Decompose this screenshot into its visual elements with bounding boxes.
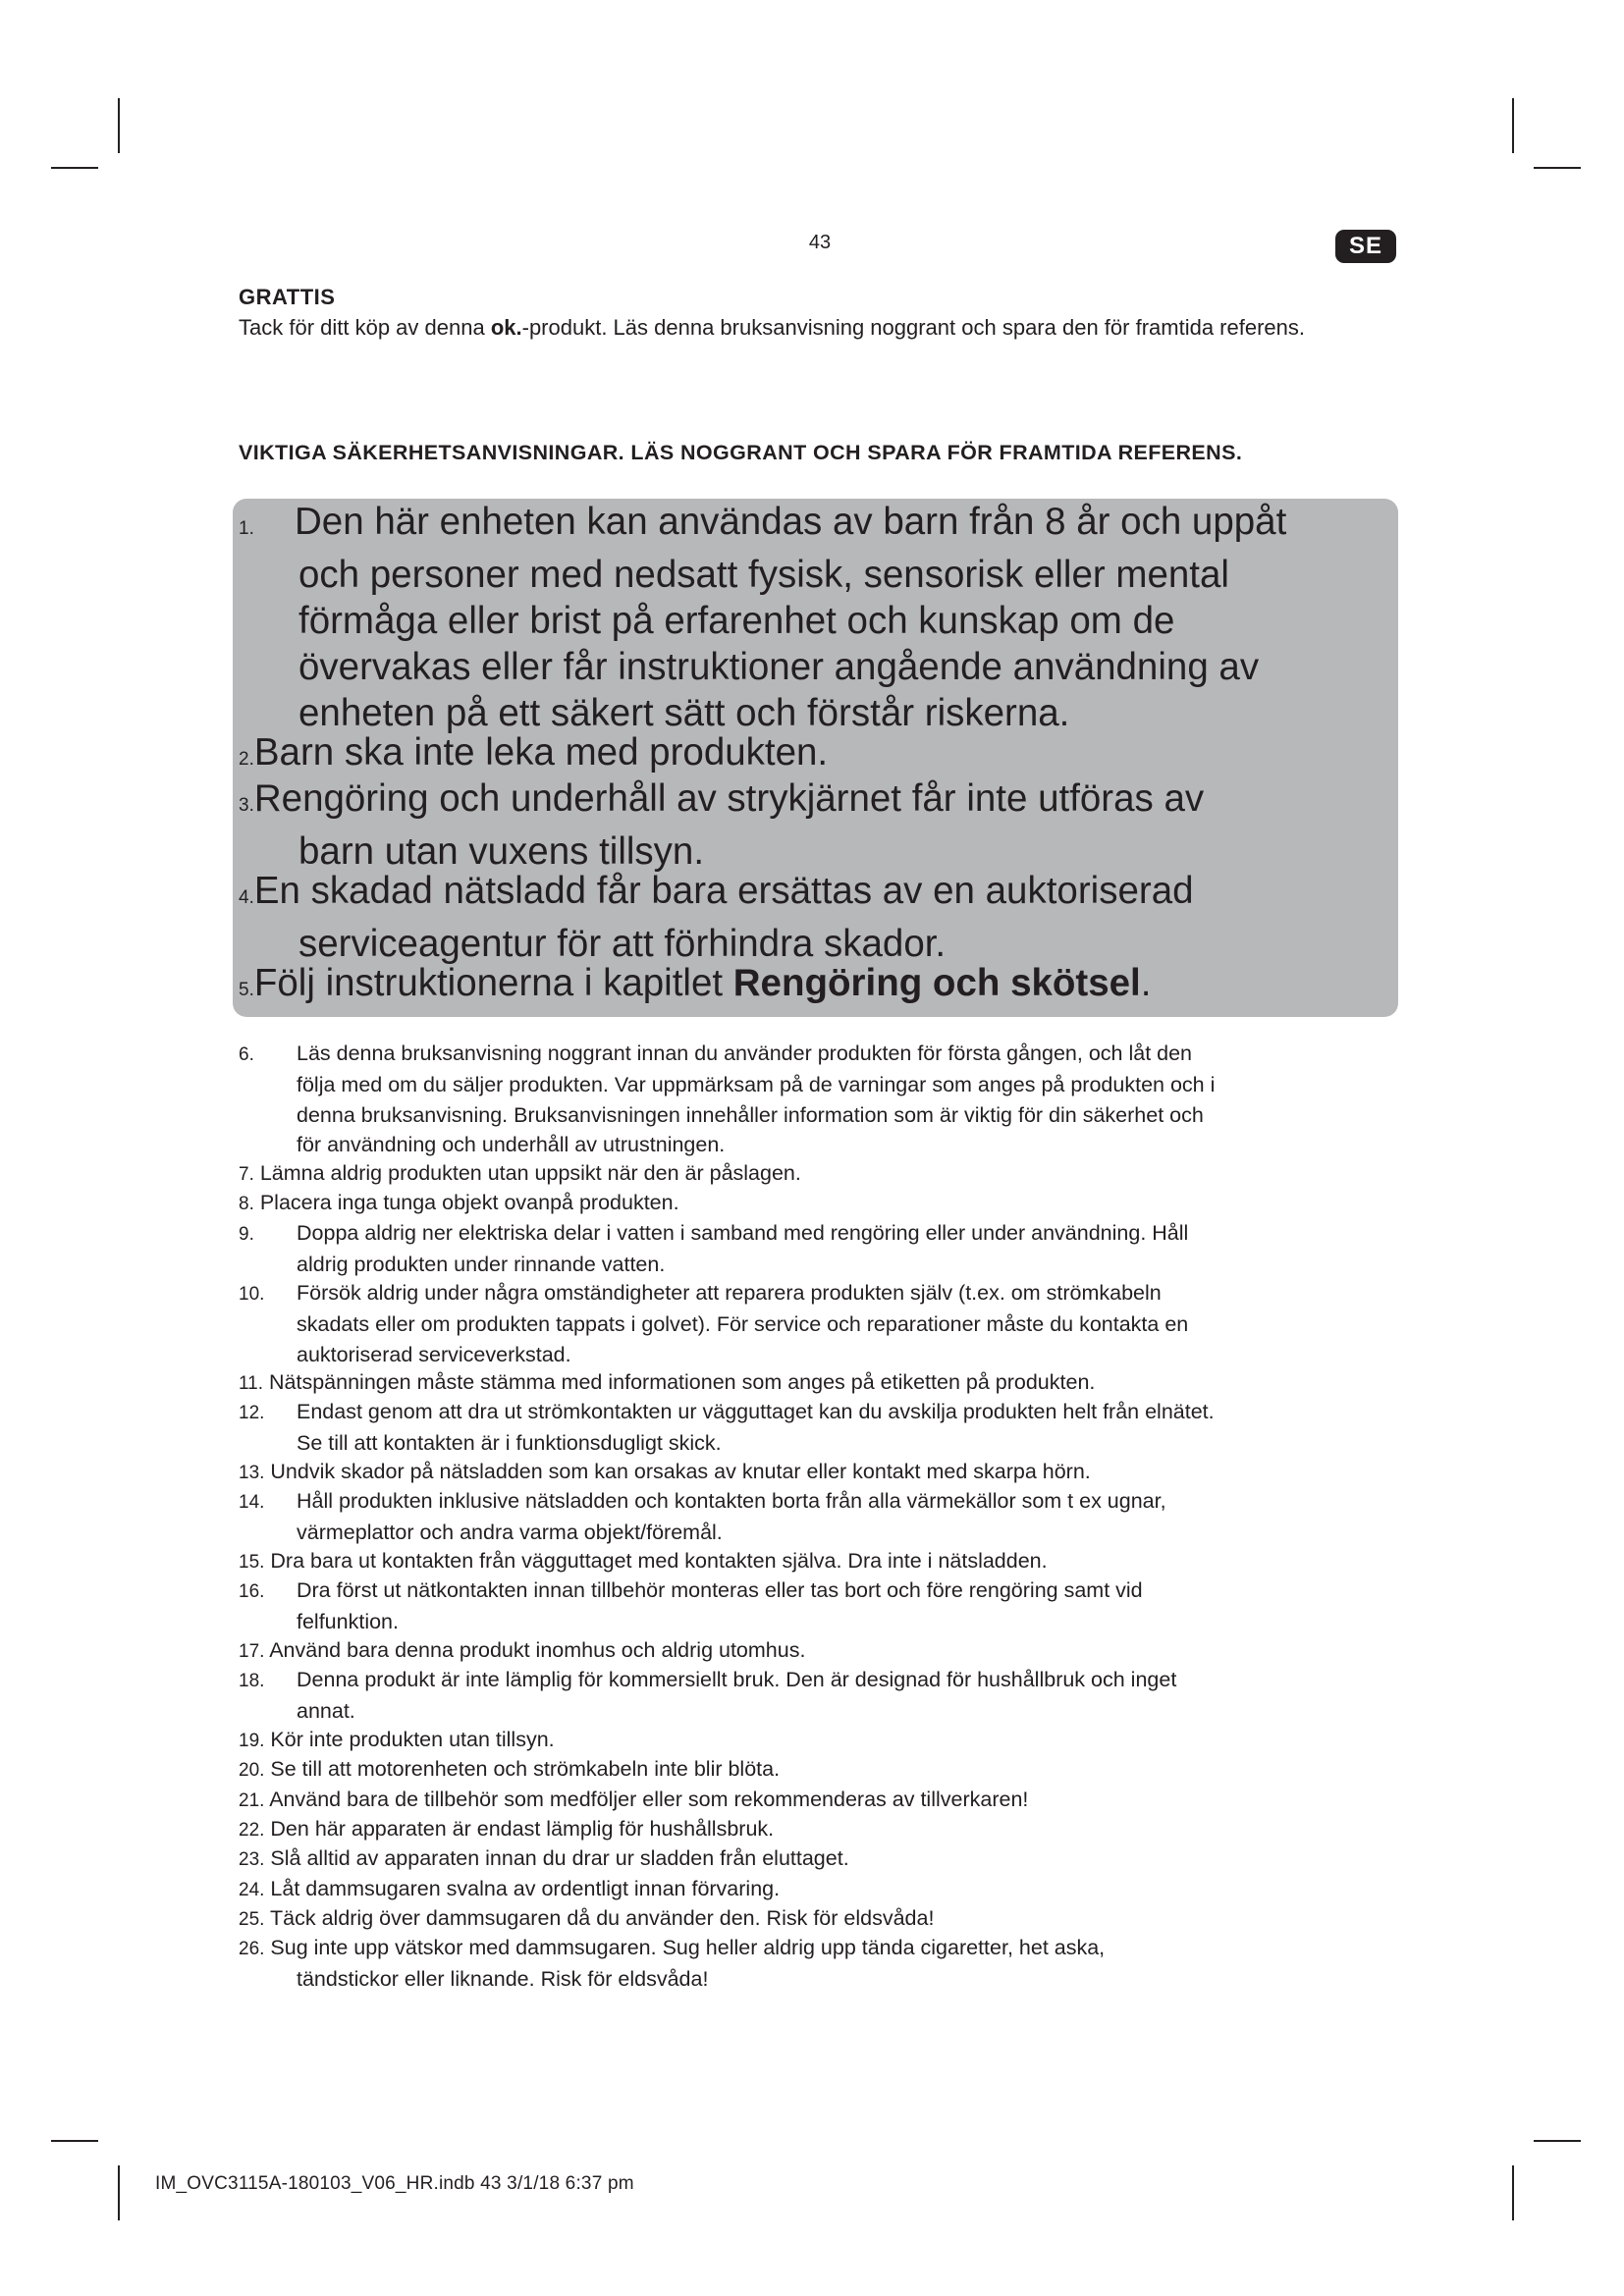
item-line: tändstickor eller liknande. Risk för eldsvåda! <box>297 1967 709 1992</box>
item-number: 9. <box>239 1224 254 1245</box>
list-item-8 <box>239 1188 1407 1219</box>
crop-mark-top-right-horizontal <box>1534 167 1581 169</box>
item-line: Håll produkten inklusive nätsladden och kontakten borta från alla värmekällor som t ex ugnar, <box>297 1489 1166 1513</box>
item-line: Dra först ut nätkontakten innan tillbehör monteras eller tas bort och före rengöring samt vid <box>297 1578 1143 1602</box>
item-line: Barn ska inte leka med produkten. <box>253 731 829 774</box>
item-line: Kör inte produkten utan tillsyn. <box>270 1728 555 1751</box>
item-line: Täck aldrig över dammsugaren då du använder den. Risk för eldsvåda! <box>270 1906 935 1930</box>
item-number: 24. <box>239 1880 265 1900</box>
list-item-26 <box>239 1933 1407 1995</box>
item-line: Doppa aldrig ner elektriska delar i vatten i samband med rengöring eller under användning. Håll <box>297 1221 1189 1245</box>
item-number: 13. <box>239 1463 265 1483</box>
item-number: 20. <box>239 1760 265 1781</box>
item-line: aldrig produkten under rinnande vatten. <box>297 1253 666 1277</box>
item-line: felfunktion. <box>297 1610 399 1634</box>
highlighted-item-4 <box>239 868 1392 967</box>
list-item-15 <box>239 1546 1407 1577</box>
item-line: Den här enheten kan användas av barn från 8 år och uppåt <box>295 501 1287 543</box>
item-line: Se till att motorenheten och strömkabeln inte blir blöta. <box>270 1757 781 1781</box>
item-number: 16. <box>239 1581 265 1602</box>
list-item-14 <box>239 1486 1407 1548</box>
item-line: Placera inga tunga objekt ovanpå produkten. <box>259 1191 679 1214</box>
item-number: 6. <box>239 1044 254 1065</box>
item-line: Läs denna bruksanvisning noggrant innan du använder produkten för första gången, och låt den <box>297 1041 1193 1065</box>
safety-heading: VIKTIGA SÄKERHETSANVISNINGAR. LÄS NOGGRANT OCH SPARA FÖR FRAMTIDA REFERENS. <box>239 441 1243 464</box>
item-line: En skadad nätsladd får bara ersättas av en auktoriserad <box>253 870 1194 912</box>
item-line: Dra bara ut kontakten från vägguttaget med kontakten själva. Dra inte i nätsladden. <box>270 1549 1048 1573</box>
brand-name: ok. <box>490 315 522 340</box>
item-line: serviceagentur för att förhindra skador. <box>298 923 947 965</box>
list-item-12 <box>239 1397 1407 1459</box>
item-line: följa med om du säljer produkten. Var uppmärksam på de varningar som anges på produkten och i <box>297 1073 1216 1097</box>
item-line: och personer med nedsatt fysisk, sensorisk eller mental <box>298 554 1229 596</box>
list-item-17 <box>239 1635 1407 1667</box>
list-item-20 <box>239 1754 1407 1786</box>
page-number: 43 <box>808 232 832 253</box>
crop-mark-bottom-right-horizontal <box>1534 2140 1581 2142</box>
item-line: denna bruksanvisning. Bruksanvisningen innehåller information som är viktig för din säkerhet och <box>297 1102 1204 1127</box>
item-number: 25. <box>239 1909 265 1930</box>
item-line: för användning och underhåll av utrustningen. <box>297 1133 726 1157</box>
item-line: Slå alltid av apparaten innan du drar ur sladden från eluttaget. <box>270 1846 849 1870</box>
item-number: 22. <box>239 1820 265 1841</box>
crop-mark-bottom-left-vertical <box>118 2165 120 2220</box>
item-number: 12. <box>239 1403 265 1423</box>
list-item-18 <box>239 1665 1407 1727</box>
crop-mark-top-left-vertical <box>118 98 120 153</box>
list-item-10 <box>239 1278 1407 1369</box>
item-line: auktoriserad serviceverkstad. <box>297 1342 571 1366</box>
highlighted-item-1 <box>239 499 1392 736</box>
crop-mark-top-left-horizontal <box>51 167 98 169</box>
list-item-19 <box>239 1725 1407 1756</box>
item-number: 4. <box>239 887 254 908</box>
item-line-end: . <box>1140 962 1152 1004</box>
item-line: skadats eller om produkten tappats i golvet). För service och reparationer måste du kontakta en <box>297 1312 1189 1337</box>
highlighted-item-3 <box>239 775 1392 875</box>
list-item-9 <box>239 1218 1407 1280</box>
warning-box <box>233 499 1398 1017</box>
list-item-23 <box>239 1843 1407 1875</box>
list-item-25 <box>239 1903 1407 1935</box>
item-line: förmåga eller brist på erfarenhet och kunskap om de <box>298 600 1175 642</box>
list-item-6 <box>239 1039 1407 1160</box>
item-number: 19. <box>239 1731 265 1751</box>
item-number: 18. <box>239 1671 265 1691</box>
item-line: Använd bara de tillbehör som medföljer eller som rekommenderas av tillverkaren! <box>269 1788 1029 1811</box>
item-number: 2. <box>239 749 254 770</box>
intro-title: GRATTIS <box>239 285 336 309</box>
highlighted-item-2 <box>239 729 1392 782</box>
item-bold-chapter: Rengöring och skötsel <box>732 962 1141 1004</box>
item-number: 10. <box>239 1284 265 1305</box>
item-line: Nätspänningen måste stämma med informationen som anges på etiketten på produkten. <box>269 1370 1096 1394</box>
item-number: 21. <box>239 1790 265 1811</box>
item-line: Se till att kontakten är i funktionsdugligt skick. <box>297 1431 722 1456</box>
crop-mark-bottom-right-vertical <box>1512 2165 1514 2220</box>
item-number: 1. <box>239 518 254 539</box>
item-line: Låt dammsugaren svalna av ordentligt innan förvaring. <box>270 1877 781 1900</box>
item-number: 15. <box>239 1552 265 1573</box>
item-line: övervakas eller får instruktioner angående användning av <box>298 646 1260 688</box>
intro-text-after: -produkt. Läs denna bruksanvisning noggrant och spara den för framtida referens. <box>521 315 1305 340</box>
crop-mark-bottom-left-horizontal <box>51 2140 98 2142</box>
language-badge: SE <box>1335 230 1396 263</box>
intro-text <box>239 313 1397 343</box>
crop-mark-top-right-vertical <box>1512 98 1514 153</box>
item-line: Lämna aldrig produkten utan uppsikt när den är påslagen. <box>259 1161 801 1185</box>
list-item-7 <box>239 1158 1407 1190</box>
list-item-24 <box>239 1874 1407 1905</box>
item-number: 14. <box>239 1492 265 1513</box>
item-line: värmeplattor och andra varma objekt/föremål. <box>297 1521 723 1545</box>
item-line: Sug inte upp vätskor med dammsugaren. Sug heller aldrig upp tända cigaretter, het aska, <box>270 1936 1106 1959</box>
item-line: Denna produkt är inte lämplig för kommersiellt bruk. Den är designad för hushållbruk och inget <box>297 1668 1177 1691</box>
item-number: 23. <box>239 1849 265 1870</box>
item-line: annat. <box>297 1699 355 1724</box>
intro-text-before: Tack för ditt köp av denna <box>239 315 491 340</box>
print-slug: IM_OVC3115A-180103_V06_HR.indb 43 3/1/18 6:37 pm <box>155 2173 634 2194</box>
list-item-13 <box>239 1457 1407 1488</box>
item-number: 26. <box>239 1939 265 1959</box>
highlighted-item-5 <box>239 960 1392 1013</box>
item-number: 8. <box>239 1194 254 1214</box>
item-line: barn utan vuxens tillsyn. <box>298 830 705 873</box>
item-number: 11. <box>239 1373 264 1394</box>
item-line: Den här apparaten är endast lämplig för hushållsbruk. <box>270 1817 775 1841</box>
item-number: 5. <box>239 980 254 1000</box>
list-item-11 <box>239 1367 1407 1399</box>
list-item-16 <box>239 1575 1407 1637</box>
item-line: Endast genom att dra ut strömkontakten ur vägguttaget kan du avskilja produkten helt från elnätet. <box>297 1400 1215 1423</box>
item-line: Använd bara denna produkt inomhus och aldrig utomhus. <box>269 1638 806 1662</box>
item-line: Undvik skador på nätsladden som kan orsakas av knutar eller kontakt med skarpa hörn. <box>270 1460 1091 1483</box>
item-number: 3. <box>239 795 254 816</box>
item-line: Följ instruktionerna i kapitlet <box>253 962 733 1004</box>
list-item-21 <box>239 1785 1407 1816</box>
list-item-22 <box>239 1814 1407 1845</box>
item-line: Försök aldrig under några omständigheter att reparera produkten själv (t.ex. om strömkabeln <box>297 1281 1162 1305</box>
item-line: Rengöring och underhåll av strykjärnet får inte utföras av <box>253 777 1205 820</box>
item-number: 7. <box>239 1164 254 1185</box>
item-line: enheten på ett säkert sätt och förstår riskerna. <box>298 692 1070 734</box>
item-number: 17. <box>239 1641 265 1662</box>
